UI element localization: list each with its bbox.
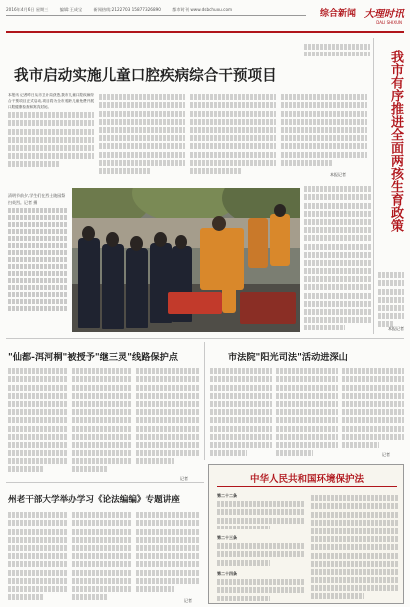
mid-left-headline: "仙都-洱河桐"被授予"继三灵"线路保护点 xyxy=(8,352,178,363)
mid-left-author: 记者 xyxy=(180,476,188,481)
law-title: 中华人民共和国环境保护法 xyxy=(249,474,364,485)
right-body-top xyxy=(304,42,370,56)
law-excerpt-box xyxy=(208,464,404,604)
site-line: 都市时刊 www.dsbchuxu.com xyxy=(172,7,233,12)
top-body-col-1 xyxy=(8,92,94,180)
editor-line: 编辑:王成宝 xyxy=(59,7,83,12)
photo-caption-text: 清明节前夕,学生们在烈士陵园祭扫英烈。记者 摄 xyxy=(8,193,66,205)
right-body-col-1 xyxy=(304,184,372,330)
date-line: 2016年4月6日 星期三 xyxy=(6,7,49,12)
bottom-left-col-2 xyxy=(72,510,132,604)
law-article-23: 第二十三条 xyxy=(217,535,237,540)
mid-right-col-1 xyxy=(210,366,272,458)
bottom-left-rule xyxy=(6,482,204,483)
news-photo xyxy=(72,188,300,332)
masthead-logo: 大理时讯 xyxy=(364,9,404,20)
mid-right-col-2 xyxy=(276,366,338,458)
masthead-logo-sub: DALI SHIXUN xyxy=(376,20,402,25)
law-article-22: 第二十二条 xyxy=(217,493,237,498)
right-author: 本报记者 xyxy=(388,326,404,331)
top-headline: 我市启动实施儿童口腔疾病综合干预项目 xyxy=(14,67,277,84)
law-title-rule xyxy=(217,486,397,487)
law-article-24: 第二十四条 xyxy=(217,571,237,576)
middle-rule xyxy=(6,338,404,339)
mid-left-col-3 xyxy=(136,366,200,478)
mid-vertical-rule xyxy=(204,342,205,460)
bottom-left-col-3 xyxy=(136,510,200,604)
mid-right-author: 记者 xyxy=(382,452,390,457)
mid-right-headline: 市法院"阳光司法"活动进深山 xyxy=(228,352,348,363)
masthead-rule xyxy=(6,31,404,33)
law-article-22-body xyxy=(217,499,305,529)
law-article-24-body xyxy=(217,577,305,601)
right-body-col-2 xyxy=(378,270,404,330)
header-meta xyxy=(6,7,242,13)
bottom-left-col-1 xyxy=(8,510,68,604)
right-vertical-headline: 我市有序推进全面两孩生育政策 xyxy=(388,50,403,232)
top-body-col-3 xyxy=(190,92,276,180)
top-lead: 本报讯 记者昨日从市卫计局获悉,我市儿童口腔疾病综合干预项目正式启动,项目将为全市适龄儿童免费开展口腔健康检查和窝沟封闭。 xyxy=(8,93,94,109)
mid-left-col-2 xyxy=(72,366,132,478)
photo-caption xyxy=(8,192,68,311)
top-body-col-2 xyxy=(99,92,185,180)
right-column-rule xyxy=(373,38,374,334)
law-article-23-body xyxy=(217,541,305,567)
bottom-left-headline: 州老干部大学举办学习《论法编编》专题讲座 xyxy=(8,495,180,505)
header-rule xyxy=(6,15,306,16)
mid-right-col-3 xyxy=(342,366,404,458)
section-name: 综合新闻 xyxy=(319,9,356,19)
page-header xyxy=(6,4,404,32)
mid-left-col-1 xyxy=(8,366,68,478)
bottom-left-author: 记者 xyxy=(184,598,192,603)
hotline: 新闻热线:2122703 15877326890 xyxy=(93,7,161,12)
top-author: 本报记者 xyxy=(330,172,346,177)
top-body-col-4 xyxy=(281,92,367,180)
law-right-column xyxy=(311,493,399,601)
